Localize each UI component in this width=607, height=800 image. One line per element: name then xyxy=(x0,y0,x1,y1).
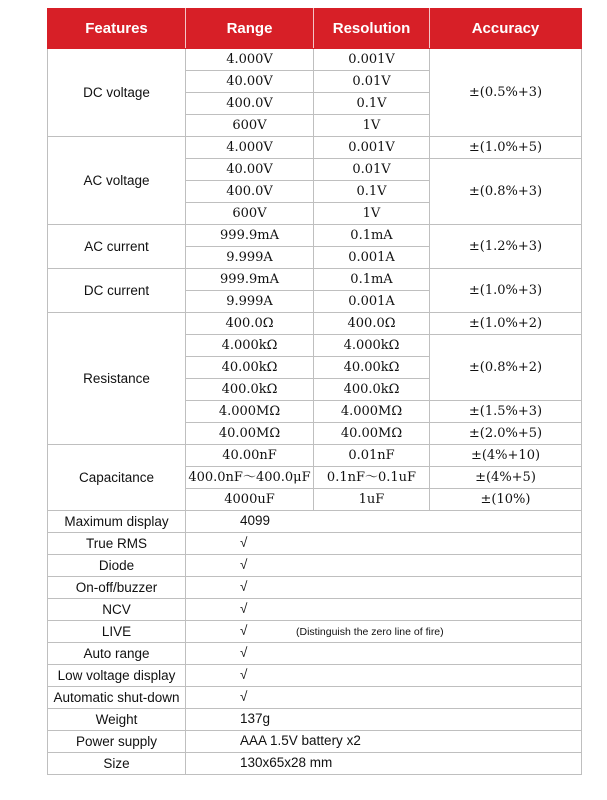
resolution-cell: 0.001A xyxy=(314,291,430,313)
table-row xyxy=(48,731,582,753)
range-cell: 400.0V xyxy=(186,93,314,115)
accuracy-cell: ±(1.0%+5) xyxy=(430,137,582,159)
spec-value: √ xyxy=(240,689,248,704)
range-cell: 40.00MΩ xyxy=(186,423,314,445)
feature-cell: Diode xyxy=(48,555,186,577)
table-body xyxy=(48,49,582,775)
spec-value: 137g xyxy=(240,711,271,726)
spec-note: (Distinguish the zero line of fire) xyxy=(296,626,444,638)
accuracy-cell: ±(0.5%+3) xyxy=(430,49,582,137)
spec-value: √ xyxy=(240,667,248,682)
feature-cell: Low voltage display xyxy=(48,665,186,687)
resolution-cell: 0.001A xyxy=(314,247,430,269)
feature-cell: Maximum display xyxy=(48,511,186,533)
table-row xyxy=(48,577,582,599)
spec-value: √ xyxy=(240,557,248,572)
feature-cell: AC current xyxy=(48,225,186,269)
spec-value-cell xyxy=(186,511,582,533)
table-row xyxy=(48,665,582,687)
header-accuracy: Accuracy xyxy=(430,9,582,49)
resolution-cell: 0.01V xyxy=(314,71,430,93)
feature-cell: NCV xyxy=(48,599,186,621)
resolution-cell: 400.0Ω xyxy=(314,313,430,335)
table-row xyxy=(48,269,582,291)
resolution-cell: 1uF xyxy=(314,489,430,511)
feature-cell: Automatic shut-down xyxy=(48,687,186,709)
range-cell: 999.9mA xyxy=(186,269,314,291)
resolution-cell: 1V xyxy=(314,115,430,137)
accuracy-cell: ±(0.8%+3) xyxy=(430,159,582,225)
feature-cell: AC voltage xyxy=(48,137,186,225)
spec-value-cell xyxy=(186,599,582,621)
feature-cell: DC current xyxy=(48,269,186,313)
resolution-cell: 1V xyxy=(314,203,430,225)
range-cell: 4.000V xyxy=(186,137,314,159)
spec-value: √ xyxy=(240,535,248,550)
feature-cell: DC voltage xyxy=(48,49,186,137)
table-row xyxy=(48,709,582,731)
spec-value-cell xyxy=(186,621,582,643)
spec-value: √ xyxy=(240,645,248,660)
spec-value: 130x65x28 mm xyxy=(240,755,333,770)
feature-cell: Size xyxy=(48,753,186,775)
feature-cell: Capacitance xyxy=(48,445,186,511)
table-row xyxy=(48,137,582,159)
table-row xyxy=(48,313,582,335)
spec-value: √ xyxy=(240,623,248,638)
range-cell: 40.00nF xyxy=(186,445,314,467)
resolution-cell: 0.1mA xyxy=(314,269,430,291)
accuracy-cell: ±(4%+10) xyxy=(430,445,582,467)
feature-cell: LIVE xyxy=(48,621,186,643)
feature-cell: Weight xyxy=(48,709,186,731)
header-features: Features xyxy=(48,9,186,49)
feature-cell: Power supply xyxy=(48,731,186,753)
range-cell: 400.0Ω xyxy=(186,313,314,335)
spec-value: √ xyxy=(240,601,248,616)
accuracy-cell: ±(4%+5) xyxy=(430,467,582,489)
spec-table-container xyxy=(47,8,581,775)
range-cell: 40.00V xyxy=(186,71,314,93)
table-row xyxy=(48,753,582,775)
accuracy-cell: ±(10%) xyxy=(430,489,582,511)
resolution-cell: 40.00kΩ xyxy=(314,357,430,379)
table-row xyxy=(48,599,582,621)
resolution-cell: 0.001V xyxy=(314,49,430,71)
spec-value-cell xyxy=(186,555,582,577)
table-row xyxy=(48,621,582,643)
table-row xyxy=(48,687,582,709)
range-cell: 4000uF xyxy=(186,489,314,511)
accuracy-cell: ±(1.0%+2) xyxy=(430,313,582,335)
range-cell: 40.00kΩ xyxy=(186,357,314,379)
table-row xyxy=(48,533,582,555)
resolution-cell: 4.000MΩ xyxy=(314,401,430,423)
accuracy-cell: ±(1.2%+3) xyxy=(430,225,582,269)
spec-value-cell xyxy=(186,533,582,555)
spec-value: √ xyxy=(240,579,248,594)
table-row xyxy=(48,225,582,247)
accuracy-cell: ±(2.0%+5) xyxy=(430,423,582,445)
resolution-cell: 4.000kΩ xyxy=(314,335,430,357)
spec-value-cell xyxy=(186,731,582,753)
feature-cell: True RMS xyxy=(48,533,186,555)
range-cell: 4.000kΩ xyxy=(186,335,314,357)
table-row xyxy=(48,555,582,577)
table-header-row xyxy=(48,9,582,49)
resolution-cell: 0.01nF xyxy=(314,445,430,467)
table-row xyxy=(48,511,582,533)
accuracy-cell: ±(0.8%+2) xyxy=(430,335,582,401)
resolution-cell: 400.0kΩ xyxy=(314,379,430,401)
range-cell: 400.0V xyxy=(186,181,314,203)
spec-value-cell xyxy=(186,709,582,731)
range-cell: 400.0nF～400.0μF xyxy=(186,467,314,489)
spec-value: 4099 xyxy=(240,513,271,528)
spec-value-cell xyxy=(186,687,582,709)
spec-value-cell xyxy=(186,753,582,775)
resolution-cell: 0.1V xyxy=(314,93,430,115)
table-row xyxy=(48,49,582,71)
spec-value-cell xyxy=(186,643,582,665)
feature-cell: On-off/buzzer xyxy=(48,577,186,599)
resolution-cell: 0.001V xyxy=(314,137,430,159)
feature-cell: Auto range xyxy=(48,643,186,665)
table-row xyxy=(48,445,582,467)
spec-table xyxy=(47,8,582,775)
spec-value-cell xyxy=(186,577,582,599)
resolution-cell: 40.00MΩ xyxy=(314,423,430,445)
feature-cell: Resistance xyxy=(48,313,186,445)
range-cell: 4.000V xyxy=(186,49,314,71)
accuracy-cell: ±(1.5%+3) xyxy=(430,401,582,423)
header-range: Range xyxy=(186,9,314,49)
header-resolution: Resolution xyxy=(314,9,430,49)
table-row xyxy=(48,643,582,665)
range-cell: 400.0kΩ xyxy=(186,379,314,401)
spec-value-cell xyxy=(186,665,582,687)
spec-value: AAA 1.5V battery x2 xyxy=(240,733,361,748)
range-cell: 4.000MΩ xyxy=(186,401,314,423)
range-cell: 600V xyxy=(186,115,314,137)
resolution-cell: 0.1mA xyxy=(314,225,430,247)
range-cell: 40.00V xyxy=(186,159,314,181)
resolution-cell: 0.1V xyxy=(314,181,430,203)
resolution-cell: 0.01V xyxy=(314,159,430,181)
range-cell: 999.9mA xyxy=(186,225,314,247)
range-cell: 600V xyxy=(186,203,314,225)
accuracy-cell: ±(1.0%+3) xyxy=(430,269,582,313)
range-cell: 9.999A xyxy=(186,291,314,313)
resolution-cell: 0.1nF～0.1uF xyxy=(314,467,430,489)
range-cell: 9.999A xyxy=(186,247,314,269)
